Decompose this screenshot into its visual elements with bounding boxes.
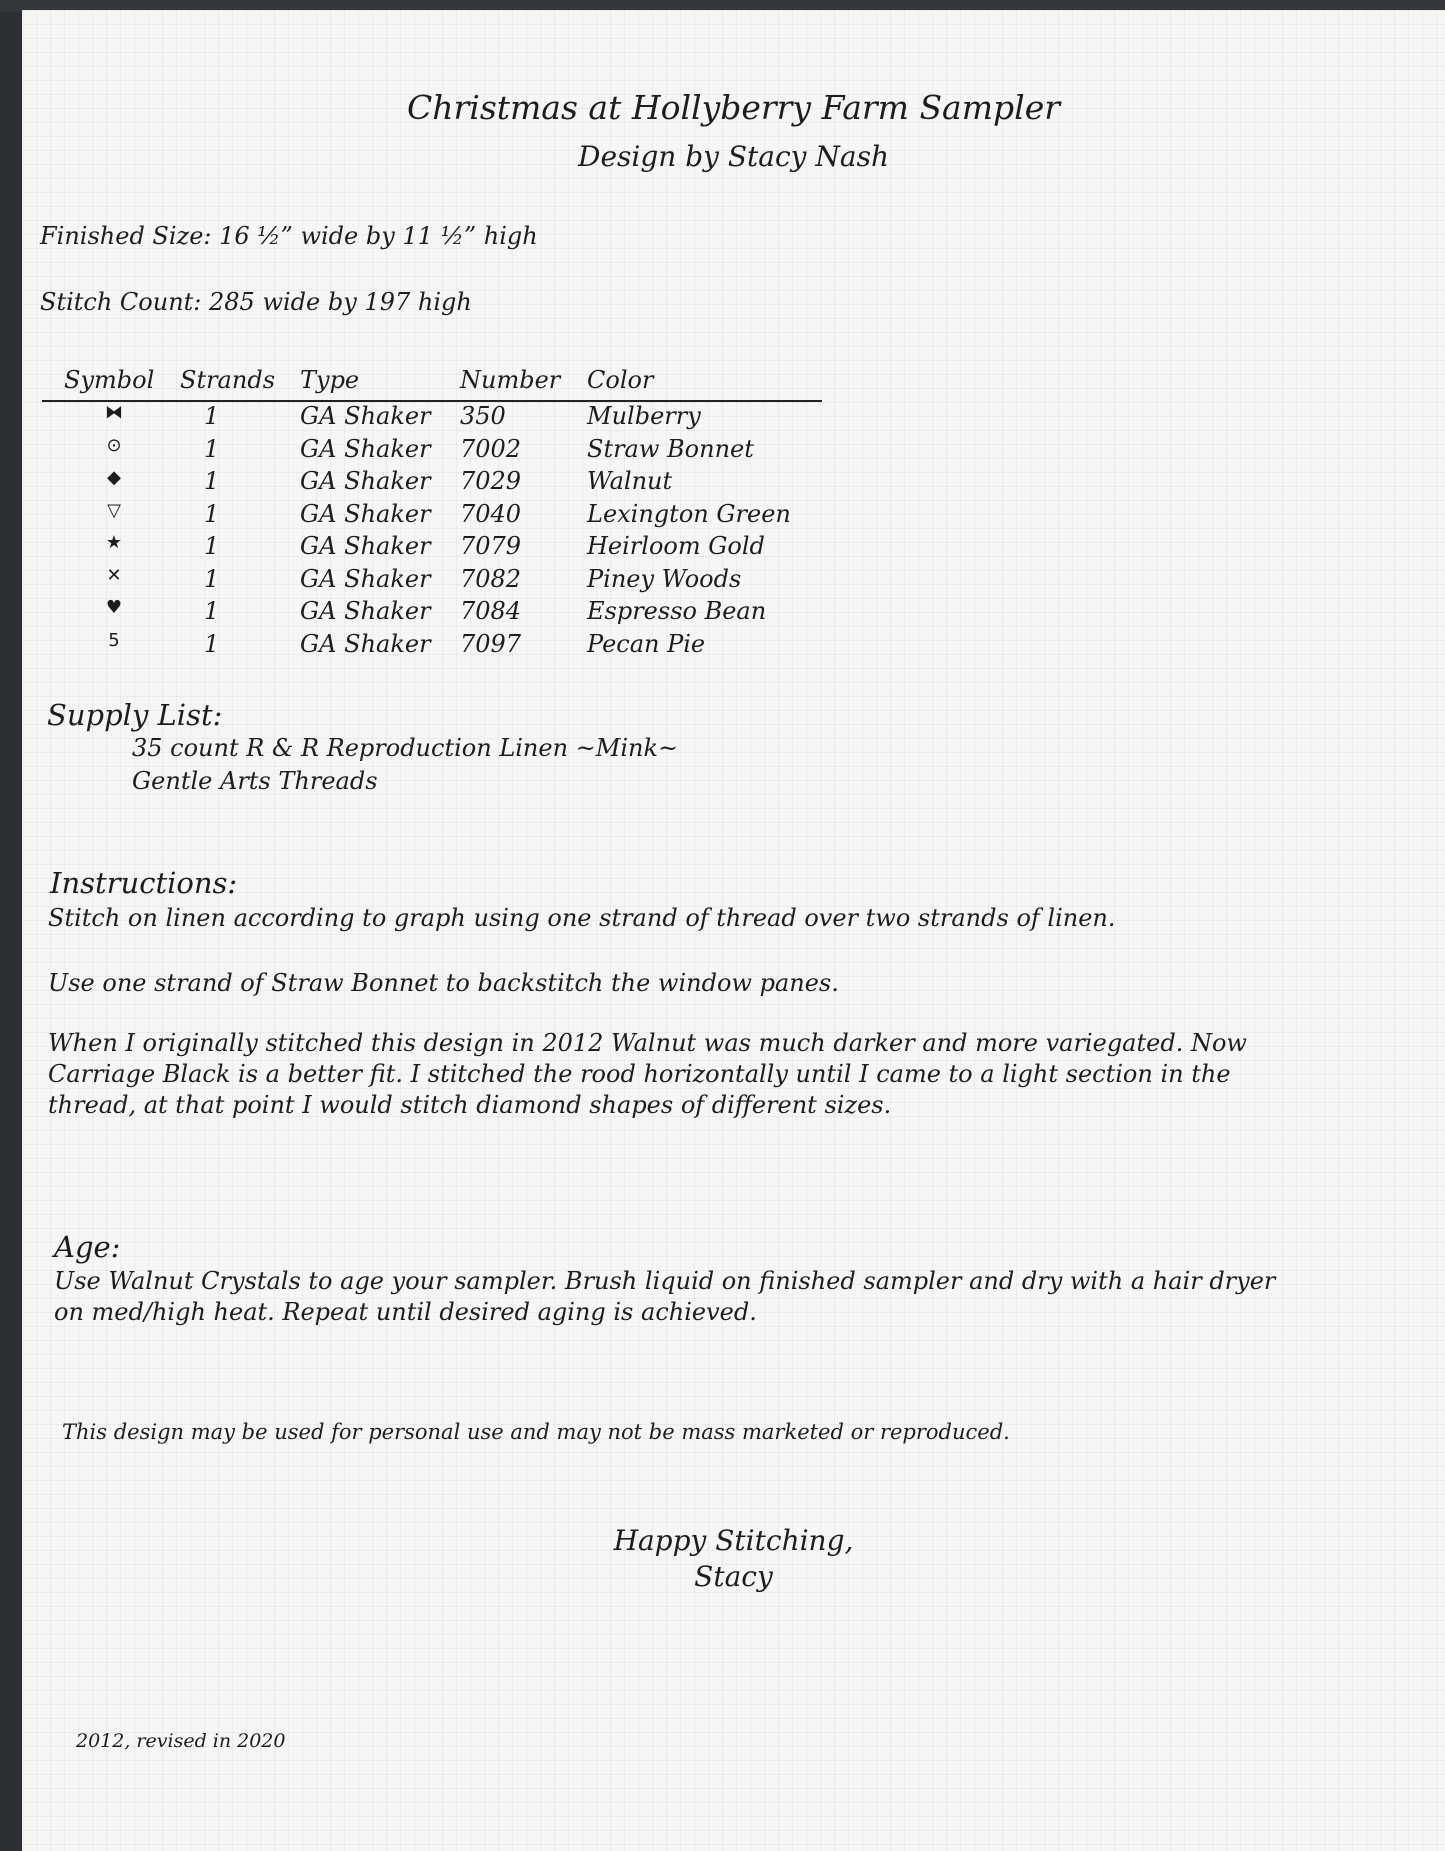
usage-notice: This design may be used for personal use and may not be mass marketed or reproduced. [62,1420,1010,1444]
thread-number: 7079 [460,532,522,560]
instructions-line: When I originally stitched this design in 2012 Walnut was much darker and more variegated. Now [48,1029,1247,1057]
instructions-step-2: Use one strand of Straw Bonnet to backstitch the window panes. [48,969,839,997]
header-type: Type [300,366,360,394]
stitch-count: Stitch Count: 285 wide by 197 high [40,288,472,316]
thread-type: GA Shaker [300,499,431,528]
thread-strands: 1 [204,499,220,528]
age-heading: Age: [54,1230,121,1264]
thread-strands: 1 [204,402,220,430]
thread-symbol: ◆ [107,467,121,488]
thread-color: Heirloom Gold [587,532,765,560]
supply-item: Gentle Arts Threads [132,767,378,795]
instructions-line: thread, at that point I would stitch diamond shapes of different sizes. [48,1091,892,1119]
thread-strands: 1 [204,434,220,463]
thread-strands: 1 [204,629,220,658]
thread-type: GA Shaker [300,434,431,463]
thread-color: Straw Bonnet [587,434,754,463]
thread-type: GA Shaker [300,564,431,593]
thread-type: GA Shaker [300,597,431,625]
thread-row [42,565,842,597]
thread-symbol: ▽ [107,499,121,521]
thread-color: Mulberry [587,402,701,430]
finished-size: Finished Size: 16 ½” wide by 11 ½” high [40,222,538,250]
header-symbol: Symbol [64,366,155,394]
thread-symbol: ⧓ [105,402,123,423]
thread-number: 7029 [460,467,522,495]
thread-type: GA Shaker [300,402,431,430]
thread-color: Walnut [587,467,673,495]
thread-number: 7040 [460,499,522,528]
thread-color: Pecan Pie [587,629,706,658]
thread-color: Piney Woods [587,564,742,593]
thread-strands: 1 [204,597,220,625]
thread-row [42,467,842,499]
thread-strands: 1 [204,467,220,495]
supply-heading: Supply List: [47,698,223,732]
thread-strands: 1 [204,564,220,593]
thread-number: 7084 [460,597,522,625]
instructions-heading: Instructions: [50,866,238,900]
thread-row [42,500,842,532]
thread-symbol: ✕ [106,564,122,586]
supply-item: 35 count R & R Reproduction Linen ~Mink~ [132,734,679,762]
age-line: Use Walnut Crystals to age your sampler. Brush liquid on finished sampler and dry with a hair dryer [54,1267,1276,1295]
signoff-greeting: Happy Stitching, [613,1524,854,1557]
instructions-step-3 [48,1028,1247,1121]
thread-table-header [42,366,822,402]
thread-row [42,597,842,629]
instructions-step-1: Stitch on linen according to graph using one strand of thread over two strands of linen. [48,904,1116,932]
thread-number: 7082 [460,564,522,593]
header-color: Color [587,366,654,394]
thread-color: Espresso Bean [587,597,767,625]
pattern-page [22,10,1445,1851]
header-number: Number [460,366,561,394]
thread-type: GA Shaker [300,467,431,495]
page-title: Christmas at Hollyberry Farm Sampler [406,88,1061,127]
thread-row [42,532,842,564]
thread-strands: 1 [204,532,220,560]
thread-symbol: ★ [105,532,123,553]
thread-number: 7002 [460,434,522,463]
thread-symbol: ♥ [105,597,123,618]
header-strands: Strands [180,366,276,394]
thread-symbol: 5 [108,629,120,651]
signoff-name: Stacy [694,1560,773,1593]
revision-footer: 2012, revised in 2020 [76,1730,286,1752]
thread-number: 350 [460,402,506,430]
thread-symbol: ⊙ [106,434,122,456]
thread-row [42,435,842,467]
thread-number: 7097 [460,629,522,658]
age-text [54,1266,1275,1328]
thread-type: GA Shaker [300,532,431,560]
thread-color: Lexington Green [587,499,791,528]
thread-type: GA Shaker [300,629,431,658]
age-line: on med/high heat. Repeat until desired aging is achieved. [54,1298,757,1326]
thread-row [42,402,842,434]
thread-row [42,630,842,662]
page-subtitle: Design by Stacy Nash [578,140,889,173]
instructions-line: Carriage Black is a better fit. I stitched the rood horizontally until I came to a light section in the [48,1060,1231,1088]
